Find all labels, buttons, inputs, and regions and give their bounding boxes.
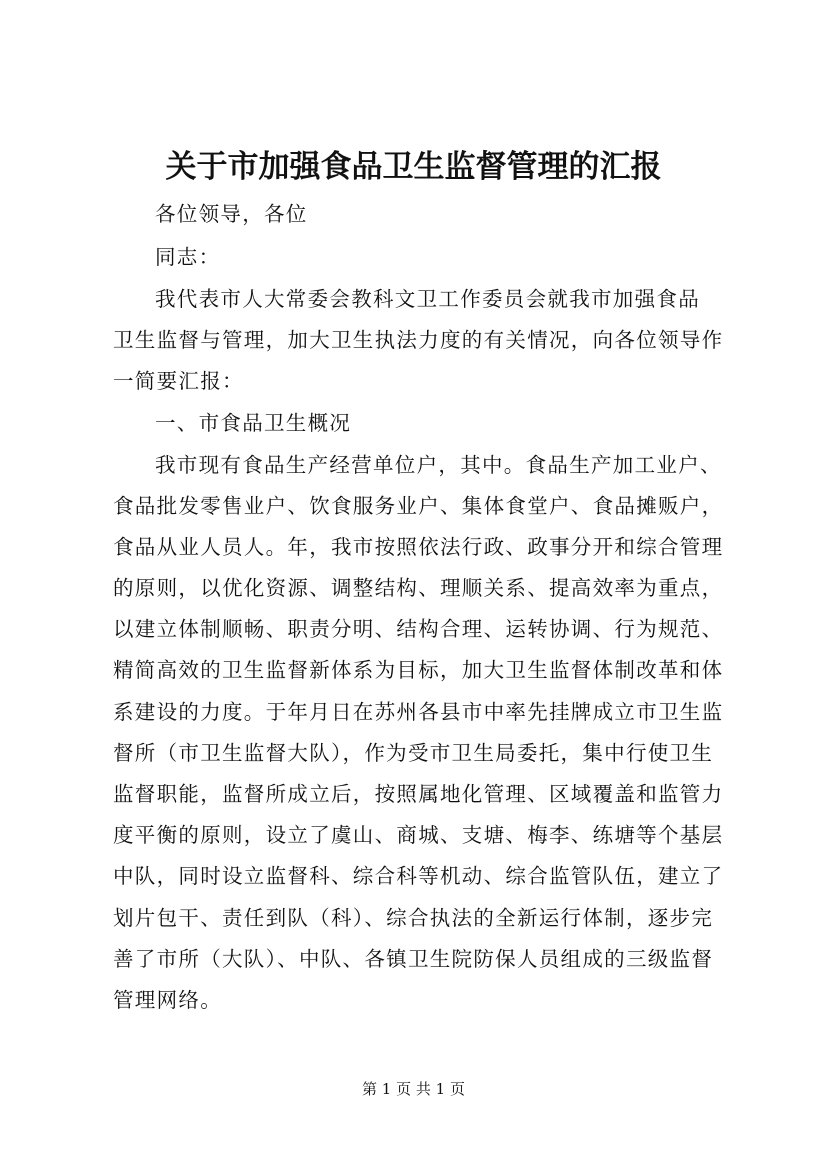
page-number-footer: 第 1 页 共 1 页 bbox=[362, 1080, 465, 1098]
body-line: 善了市所（大队）、中队、各镇卫生院防保人员组成的三级监督 bbox=[113, 947, 714, 971]
body-line: 督所（市卫生监督大队），作为受市卫生局委托，集中行使卫生 bbox=[113, 741, 714, 765]
document-title: 关于市加强食品卫生监督管理的汇报 bbox=[165, 149, 662, 185]
body-line: 划片包干、责任到队（科）、综合执法的全新运行体制，逐步完 bbox=[113, 906, 714, 930]
body-line: 度平衡的原则，设立了虞山、商城、支塘、梅李、练塘等个基层 bbox=[113, 823, 724, 847]
body-line: 管理网络。 bbox=[113, 988, 222, 1012]
body-line: 食品从业人员人。年，我市按照依法行政、政事分开和综合管理 bbox=[113, 535, 724, 559]
salutation-line-2: 同志： bbox=[155, 245, 221, 269]
body-line: 卫生监督与管理，加大卫生执法力度的有关情况，向各位领导作 bbox=[113, 328, 724, 352]
body-line: 食品批发零售业户、饮食服务业户、集体食堂户、食品摊贩户， bbox=[113, 494, 724, 518]
body-line: 我代表市人大常委会教科文卫工作委员会就我市加强食品 bbox=[155, 287, 700, 311]
body-line: 系建设的力度。于年月日在苏州各县市中率先挂牌成立市卫生监 bbox=[113, 700, 724, 724]
body-line: 中队，同时设立监督科、综合科等机动、综合监管队伍，建立了 bbox=[113, 864, 724, 888]
body-line: 监督职能，监督所成立后，按照属地化管理、区域覆盖和监管力 bbox=[113, 782, 724, 806]
body-line: 精简高效的卫生监督新体系为目标，加大卫生监督体制改革和体 bbox=[113, 658, 724, 682]
body-line: 一简要汇报： bbox=[113, 369, 244, 393]
salutation-line-1: 各位领导，各位 bbox=[155, 202, 308, 226]
section-heading: 一、市食品卫生概况 bbox=[155, 411, 352, 435]
body-line: 的原则，以优化资源、调整结构、理顺关系、提高效率为重点， bbox=[113, 576, 724, 600]
body-line: 以建立体制顺畅、职责分明、结构合理、运转协调、行为规范、 bbox=[113, 617, 724, 641]
body-line: 我市现有食品生产经营单位户，其中。食品生产加工业户、 bbox=[155, 453, 722, 477]
